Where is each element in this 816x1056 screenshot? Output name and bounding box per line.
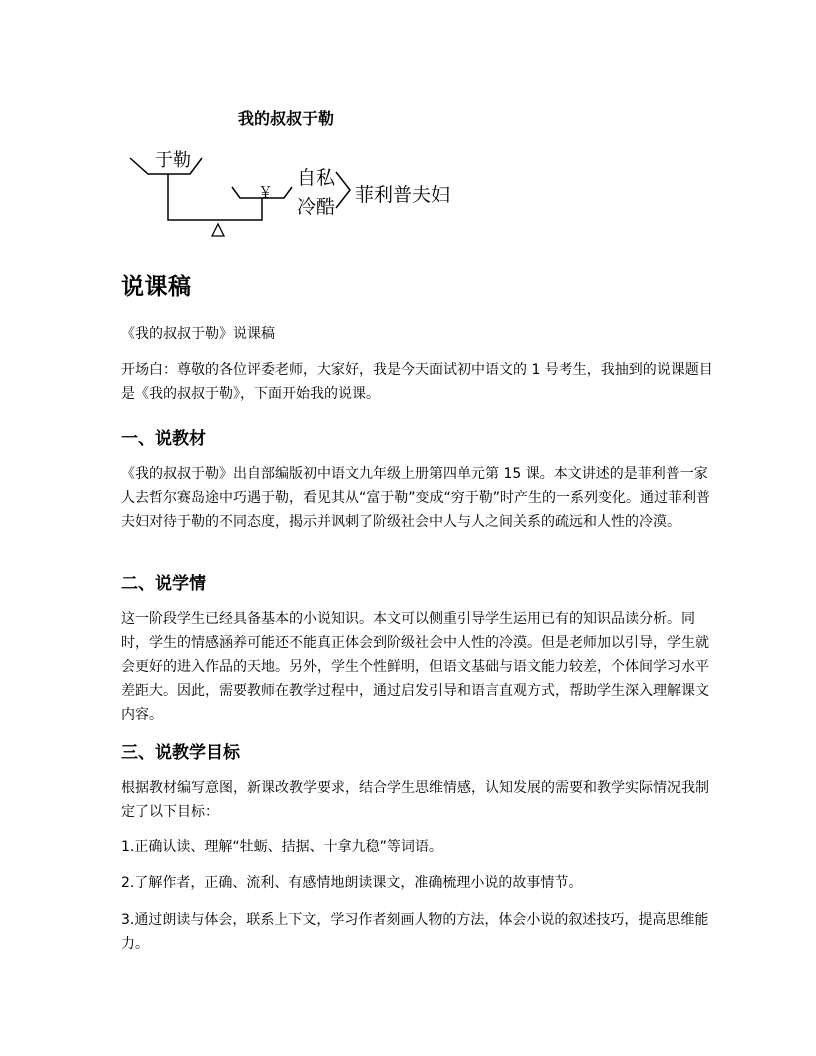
arrow-bracket <box>336 172 350 208</box>
diagram-title: 我的叔叔于勒 <box>238 109 335 128</box>
page-title: 说课稿 <box>121 274 192 300</box>
goal-item-1: 1.正确认读、理解“牡蛎、拮据、十拿九稳”等词语。 <box>121 839 443 855</box>
opening-paragraph: 开场白：尊敬的各位评委老师，大家好，我是今天面试初中语文的 1 号考生，我抽到的说课题目是《我的叔叔于勒》，下面开始我的说课。 <box>121 362 713 402</box>
doc-subtitle: 《我的叔叔于勒》说课稿 <box>121 326 275 342</box>
goal-item-2: 2.了解作者，正确、流利、有感情地朗读课文，准确梳理小说的故事情节。 <box>121 875 583 891</box>
target-label: 菲利普夫妇 <box>355 184 451 206</box>
section-text-goals: 根据教材编写意图，新课改教学要求，结合学生思维情感，认知发展的需要和教学实际情况我制定了以下目标： <box>121 780 709 820</box>
section-heading-textbook: 一、说教材 <box>121 429 206 449</box>
right-pan-label: ￥ <box>258 183 274 201</box>
goal-item-3: 3.通过朗读与体会，联系上下文，学习作者刻画人物的方法，体会小说的叙述技巧，提高思维能力。 <box>121 912 709 952</box>
blackboard-diagram <box>0 0 816 250</box>
section-heading-students: 二、说学情 <box>121 574 206 594</box>
left-pan-label: 于勒 <box>155 150 191 171</box>
trait-label-selfish: 自私 <box>297 167 336 189</box>
trait-label-cold: 冷酷 <box>297 196 336 218</box>
scale-beam <box>168 174 262 220</box>
balance-scale-drawing <box>0 0 816 250</box>
section-heading-goals: 三、说教学目标 <box>121 743 240 763</box>
section-text-textbook: 《我的叔叔于勒》出自部编版初中语文九年级上册第四单元第 15 课。本文讲述的是菲利普一家人去哲尔赛岛途中巧遇于勒，看见其从“富于勒”变成“穷于勒”时产生的一系列变化。通过菲利普夫妇对待于勒的不同态度，揭示并讽刺了阶级社会中人与人之间关系的疏远和人性的冷漠。 <box>121 466 711 530</box>
section-text-students: 这一阶段学生已经具备基本的小说知识。本文可以侧重引导学生运用已有的知识品读分析。同时，学生的情感涵养可能还不能真正体会到阶级社会中人性的冷漠。但是老师加以引导，学生就会更好的进入作品的天地。另外，学生个性鲜明，但语文基础与语文能力较差，个体间学习水平差距大。因此，需要教师在教学过程中，通过启发引导和语言直观方式，帮助学生深入理解课文内容。 <box>121 611 709 723</box>
fulcrum-triangle <box>212 224 224 236</box>
